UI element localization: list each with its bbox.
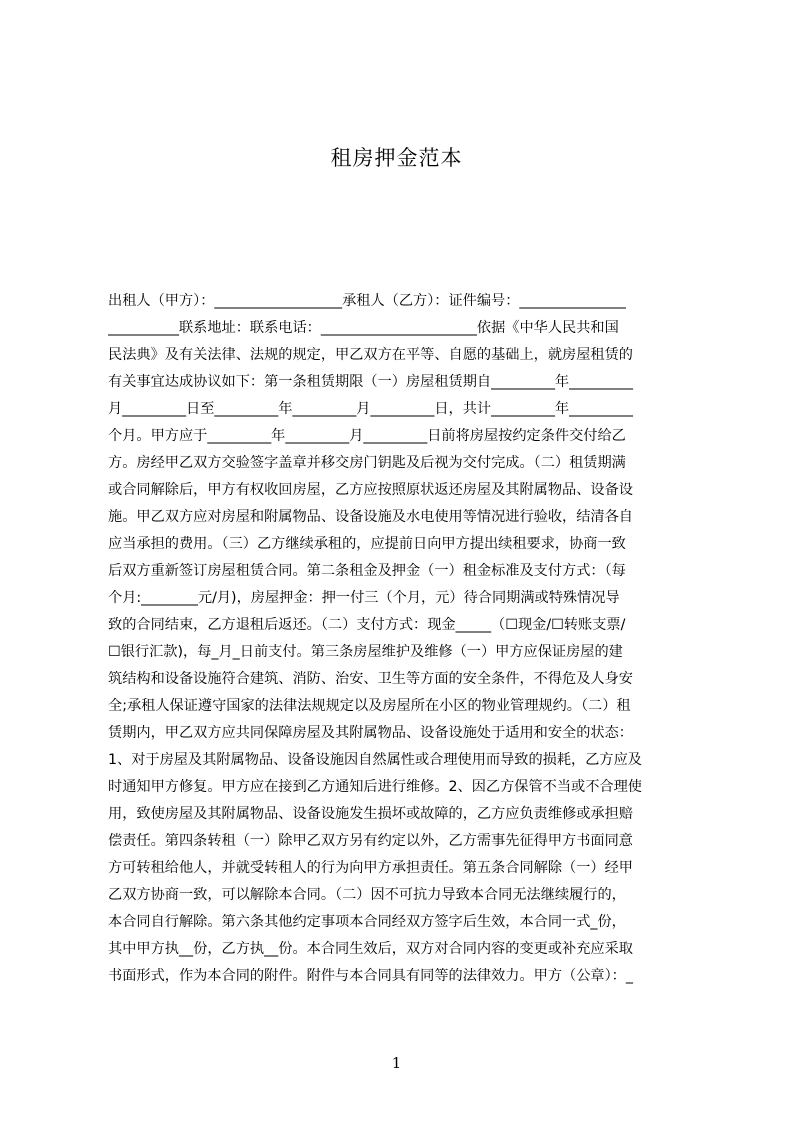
- text-line: 致的合同结束，乙方退租后返还。（二）支付方式：现金_____（☐现金/☐转账支票/: [108, 617, 626, 633]
- text-line: 施。甲乙双方应对房屋和附属物品、设备设施及水电使用等情况进行验收，结清各自: [108, 509, 633, 525]
- text-line: 筑结构和设备设施符合建筑、消防、治安、卫生等方面的安全条件，不得危及人身安: [108, 671, 633, 687]
- text-line: 时通知甲方修复。甲方应在接到乙方通知后进行维修。2、因乙方保管不当或不合理使: [108, 779, 642, 795]
- text-line: 全;承租人保证遵守国家的法律法规规定以及房屋所在小区的物业管理规约。（二）租: [108, 698, 631, 714]
- text-line: __________联系地址：联系电话：______________________依据《中华人民共和国: [108, 320, 619, 336]
- page-number: 1: [391, 1054, 402, 1072]
- contract-body: [108, 288, 700, 990]
- text-line: 出租人（甲方）：__________________承租人（乙方）：证件编号：_______________: [108, 293, 626, 309]
- text-line: 个月:________元/月)，房屋押金：押一付三（个月，元）待合同期满或特殊情况导: [108, 590, 620, 606]
- document-title: 租房押金范本: [330, 146, 463, 170]
- text-line: 用，致使房屋及其附属物品、设备设施发生损坏或故障的，乙方应负责维修或承担赔: [108, 806, 633, 822]
- text-line: 或合同解除后，甲方有权收回房屋，乙方应按照原状返还房屋及其附属物品、设备设: [108, 482, 633, 498]
- text-line: ☐银行汇款)，每_月_日前支付。第三条房屋维护及维修（一）甲方应保证房屋的建: [108, 644, 623, 660]
- text-line: 本合同自行解除。第六条其他约定事项本合同经双方签字后生效，本合同一式_份，: [108, 914, 626, 930]
- text-line: 月_________日至_________年_________月_________日，共计_________年_________: [108, 401, 633, 417]
- text-line: 书面形式，作为本合同的附件。附件与本合同具有同等的法律效力。甲方（公章）：_: [108, 968, 633, 984]
- text-line: 民法典》及有关法律、法规的规定，甲乙双方在平等、自愿的基础上，就房屋租赁的: [108, 347, 633, 363]
- text-line: 乙双方协商一致，可以解除本合同。（二）因不可抗力导致本合同无法继续履行的，: [108, 887, 626, 903]
- text-line: 偿责任。第四条转租（一）除甲乙双方另有约定以外，乙方需事先征得甲方书面同意: [108, 833, 633, 849]
- text-line: 个月。甲方应于_________年_________月_________日前将房屋按约定条件交付给乙: [108, 428, 626, 444]
- text-line: 有关事宜达成协议如下：第一条租赁期限（一）房屋租赁期自_________年_________: [108, 374, 633, 390]
- text-line: 1、对于房屋及其附属物品、设备设施因自然属性或合理使用而导致的损耗，乙方应及: [108, 752, 642, 768]
- text-line: 方可转租给他人，并就受转租人的行为向甲方承担责任。第五条合同解除（一）经甲: [108, 860, 633, 876]
- text-line: 后双方重新签订房屋租赁合同。第二条租金及押金（一）租金标准及支付方式：（每: [108, 563, 626, 579]
- text-line: 应当承担的费用。（三）乙方继续承租的，应提前日向甲方提出续租要求，协商一致: [108, 536, 626, 552]
- text-line: 其中甲方执__份，乙方执__份。本合同生效后，双方对合同内容的变更或补充应采取: [108, 941, 633, 957]
- text-line: 赁期内，甲乙双方应共同保障房屋及其附属物品、设备设施处于适用和安全的状态：: [108, 725, 633, 741]
- text-line: 方。房经甲乙双方交验签字盖章并移交房门钥匙及后视为交付完成。（二）租赁期满: [108, 455, 626, 471]
